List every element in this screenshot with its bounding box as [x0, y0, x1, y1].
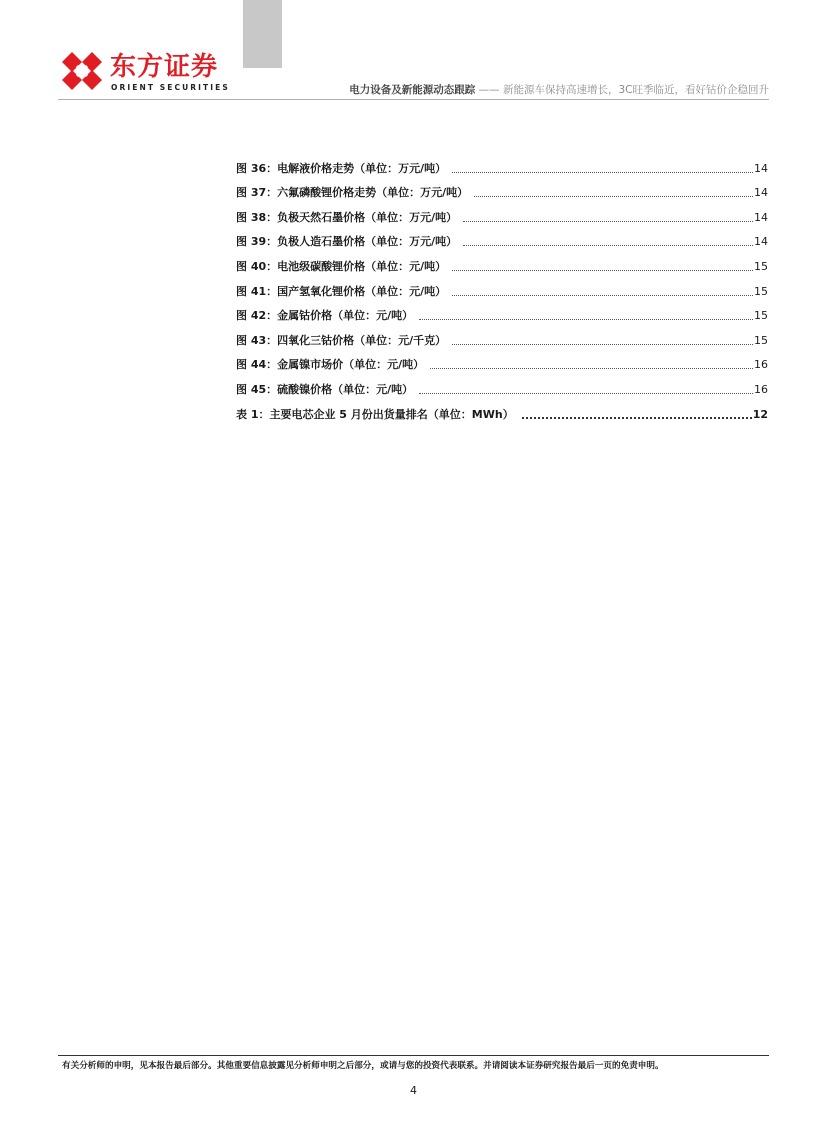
toc-dot-leader: [452, 294, 753, 296]
toc-dot-leader: [522, 416, 752, 419]
toc-entry-label: 图 36：电解液价格走势（单位：万元/吨）: [236, 161, 447, 175]
toc-entry-figure-37[interactable]: [236, 176, 768, 201]
footer-disclaimer: 有关分析师的申明，见本报告最后部分。其他重要信息披露见分析师申明之后部分，或请与您的投资代表联系。并请阅读本证券研究报告最后一页的免责申明。: [62, 1061, 664, 1071]
header-gray-tab: [243, 0, 282, 68]
company-logo: [58, 50, 230, 100]
toc-entry-figure-40[interactable]: [236, 249, 768, 274]
toc-entry-figure-36[interactable]: [236, 151, 768, 176]
header-separator: ——: [478, 84, 500, 96]
toc-entry-page: 15: [754, 333, 768, 347]
toc-entry-label: 图 39：负极人造石墨价格（单位：万元/吨）: [236, 235, 458, 249]
toc-entry-label: 图 37：六氟磷酸锂价格走势（单位：万元/吨）: [236, 186, 469, 200]
toc-entry-label: 图 38：负极天然石墨价格（单位：万元/吨）: [236, 210, 458, 224]
toc-entry-figure-44[interactable]: [236, 348, 768, 373]
toc-entry-label: 图 40：电池级碳酸锂价格（单位：元/吨）: [236, 259, 447, 273]
toc-entry-label: 图 43：四氧化三钴价格（单位：元/千克）: [236, 333, 447, 347]
toc-entry-table-1[interactable]: [236, 397, 768, 422]
logo-mark-icon: [58, 50, 106, 92]
toc-entry-page: 16: [754, 382, 768, 396]
toc-entry-page: 15: [754, 259, 768, 273]
toc-entry-page: 16: [754, 358, 768, 372]
toc-dot-leader: [452, 343, 753, 345]
header-divider: [58, 99, 769, 100]
toc-entry-label: 表 1：主要电芯企业 5 月份出货量排名（单位：MWh）: [236, 407, 514, 421]
toc-entry-figure-38[interactable]: [236, 200, 768, 225]
toc-entry-figure-45[interactable]: [236, 372, 768, 397]
report-series: 电力设备及新能源动态跟踪: [349, 84, 476, 96]
toc-dot-leader: [419, 318, 753, 320]
toc-dot-leader: [452, 269, 753, 271]
toc-entry-figure-42[interactable]: [236, 299, 768, 324]
toc-entry-figure-41[interactable]: [236, 274, 768, 299]
toc-entry-figure-39[interactable]: [236, 225, 768, 250]
toc-entry-page: 14: [754, 161, 768, 175]
toc-entry-page: 14: [754, 186, 768, 200]
toc-entry-label: 图 44：金属镍市场价（单位：元/吨）: [236, 358, 425, 372]
toc-entry-page: 14: [754, 210, 768, 224]
logo-chinese-name: 东方证券: [110, 52, 219, 82]
report-subtitle: 新能源车保持高速增长，3C旺季临近，看好钴价企稳回升: [502, 84, 769, 96]
toc-dot-leader: [463, 244, 753, 246]
toc-entry-label: 图 42：金属钴价格（单位：元/吨）: [236, 309, 414, 323]
toc-dot-leader: [463, 220, 753, 222]
table-of-figures: [236, 151, 768, 422]
toc-entry-page: 12: [752, 407, 768, 421]
logo-english-name: ORIENT SECURITIES: [111, 83, 230, 92]
page-number: 4: [410, 1084, 417, 1097]
toc-entry-page: 15: [754, 309, 768, 323]
toc-entry-page: 15: [754, 284, 768, 298]
toc-dot-leader: [430, 367, 753, 369]
footer-divider: [58, 1055, 769, 1056]
toc-entry-page: 14: [754, 235, 768, 249]
toc-dot-leader: [474, 195, 753, 197]
toc-dot-leader: [452, 171, 753, 173]
report-header-title: [349, 83, 769, 97]
toc-entry-label: 图 45：硫酸镍价格（单位：元/吨）: [236, 382, 414, 396]
toc-entry-figure-43[interactable]: [236, 323, 768, 348]
toc-entry-label: 图 41：国产氢氧化锂价格（单位：元/吨）: [236, 284, 447, 298]
toc-dot-leader: [419, 392, 753, 394]
